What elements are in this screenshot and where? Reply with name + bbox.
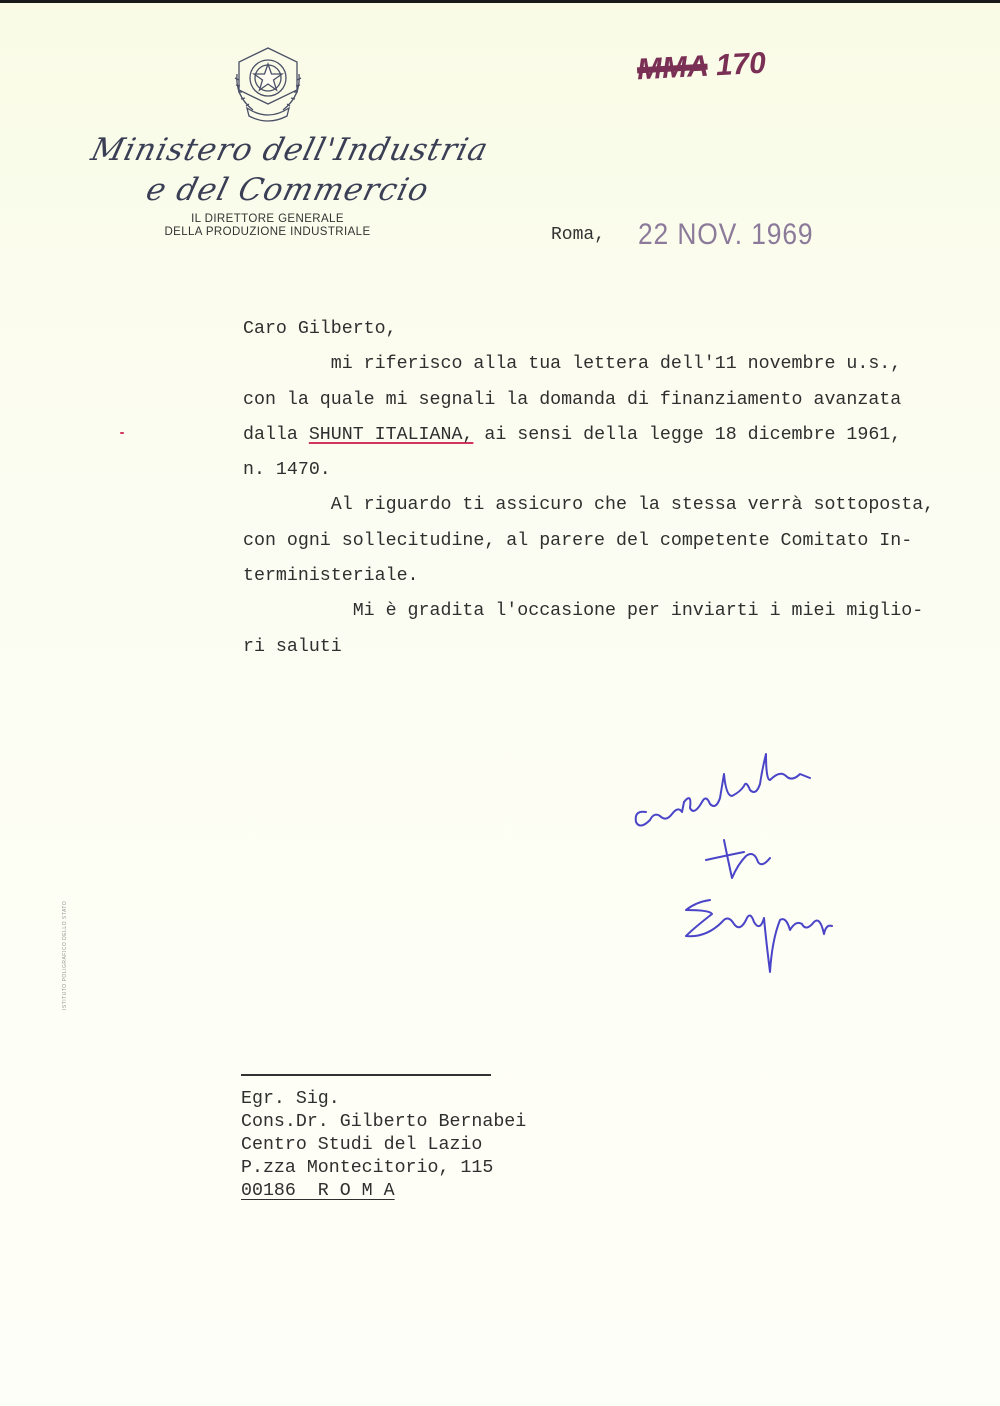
body-line: Mi è gradita l'occasione per inviarti i miei miglio- [243, 601, 924, 622]
handwritten-signature [620, 740, 850, 990]
dateline-city: Roma, [551, 225, 606, 245]
protocol-number [636, 47, 767, 88]
addressee-postal-line: 00186 R O M A [241, 1181, 395, 1201]
body-text-segment: ai sensi della legge 18 dicembre 1961, [473, 424, 902, 445]
body-line: ri saluti [243, 636, 342, 657]
red-mark [120, 432, 124, 434]
page-top-edge [0, 0, 1000, 3]
date-stamp: 22 NOV. 1969 [638, 218, 814, 251]
body-line: Al riguardo ti assicuro che la stessa verrà sottoposta, [243, 495, 935, 516]
body-line [243, 418, 998, 453]
ministry-name-line2: e del Commercio [142, 172, 433, 208]
addressee-line: Egr. Sig. [241, 1089, 340, 1109]
protocol-number-value: 170 [714, 46, 767, 83]
addressee-block [241, 1088, 526, 1203]
letter-body [243, 312, 998, 665]
company-name: SHUNT ITALIANA, [308, 424, 474, 445]
protocol-struck-text: MMA [636, 49, 709, 87]
department-title [150, 213, 385, 239]
department-line1: IL DIRETTORE GENERALE [191, 213, 344, 225]
printer-imprint: ISTITUTO POLIGRAFICO DELLO STATO [62, 900, 68, 1010]
addressee-line: Cons.Dr. Gilberto Bernabei [241, 1112, 527, 1132]
department-line2: DELLA PRODUZIONE INDUSTRIALE [164, 226, 371, 238]
body-line: con ogni sollecitudine, al parere del competente Comitato In- [243, 530, 913, 551]
address-separator-rule [241, 1074, 491, 1076]
body-text-segment: dalla [243, 424, 309, 445]
addressee-line: P.zza Montecitorio, 115 [241, 1158, 494, 1178]
body-line: mi riferisco alla tua lettera dell'11 novembre u.s., [243, 354, 902, 375]
addressee-line: Centro Studi del Lazio [241, 1135, 483, 1155]
body-line: con la quale mi segnali la domanda di finanziamento avanzata [243, 389, 902, 410]
italian-republic-emblem-icon [231, 44, 305, 124]
body-line: n. 1470. [243, 460, 331, 481]
body-line: terministeriale. [243, 566, 419, 587]
greeting: Caro Gilberto, [243, 319, 397, 339]
ministry-name-line1: Ministero dell'Industria [87, 132, 493, 168]
ministry-name [87, 130, 493, 210]
